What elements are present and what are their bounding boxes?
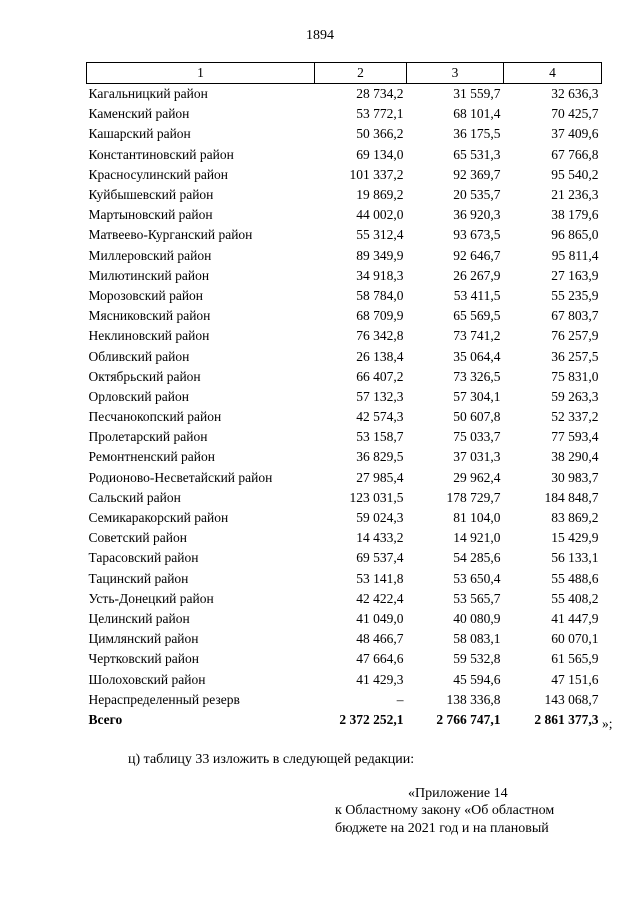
row-value: 57 132,3 bbox=[356, 388, 404, 404]
table-row bbox=[87, 569, 602, 589]
row-value: 2 766 747,1 bbox=[436, 711, 501, 727]
row-value: 14 433,2 bbox=[356, 530, 404, 546]
row-value: 41 429,3 bbox=[356, 671, 404, 687]
row-value: 29 962,4 bbox=[453, 469, 501, 485]
appendix-title: «Приложение 14 bbox=[408, 786, 508, 801]
row-label: Константиновский район bbox=[88, 146, 234, 162]
table-row bbox=[87, 468, 602, 488]
row-value: 67 803,7 bbox=[551, 308, 599, 324]
table-body bbox=[87, 84, 602, 731]
row-value: 60 070,1 bbox=[551, 631, 599, 647]
row-label: Советский район bbox=[88, 530, 187, 546]
row-value: 83 869,2 bbox=[551, 510, 599, 526]
table-row bbox=[87, 306, 602, 326]
table-row bbox=[87, 104, 602, 124]
row-value: 53 772,1 bbox=[356, 106, 404, 122]
row-value: 69 134,0 bbox=[356, 146, 404, 162]
row-value: 92 369,7 bbox=[453, 166, 501, 182]
row-value: 55 488,6 bbox=[551, 570, 599, 586]
row-value: 36 257,5 bbox=[551, 348, 599, 364]
row-value: 28 734,2 bbox=[356, 86, 404, 102]
row-value: 123 031,5 bbox=[349, 489, 404, 505]
row-label: Пролетарский район bbox=[88, 429, 208, 445]
row-value: 41 447,9 bbox=[551, 610, 599, 626]
row-label: Усть-Донецкий район bbox=[88, 590, 214, 606]
table-row bbox=[87, 286, 602, 306]
row-label: Обливский район bbox=[88, 348, 190, 364]
table-row bbox=[87, 185, 602, 205]
row-value: 27 985,4 bbox=[356, 469, 404, 485]
row-label: Октябрьский район bbox=[88, 368, 201, 384]
row-value: 48 466,7 bbox=[356, 631, 404, 647]
table-row bbox=[87, 528, 602, 548]
row-value: 89 349,9 bbox=[356, 247, 404, 263]
row-value: 34 918,3 bbox=[356, 267, 404, 283]
row-value: 50 366,2 bbox=[356, 126, 404, 142]
row-value: 70 425,7 bbox=[551, 106, 599, 122]
instruction-text: ц) таблицу 33 изложить в следующей редакции: bbox=[128, 752, 415, 767]
row-value: 55 408,2 bbox=[551, 590, 599, 606]
row-value: 19 869,2 bbox=[356, 187, 404, 203]
row-value: 138 336,8 bbox=[446, 691, 501, 707]
row-value: 92 646,7 bbox=[453, 247, 501, 263]
row-label: Песчанокопский район bbox=[88, 409, 222, 425]
row-value: 35 064,4 bbox=[453, 348, 501, 364]
table-row bbox=[87, 145, 602, 165]
row-value: 57 304,1 bbox=[453, 388, 501, 404]
row-value: 143 068,7 bbox=[544, 691, 599, 707]
table-row bbox=[87, 508, 602, 528]
row-label: Кагальницкий район bbox=[88, 86, 208, 102]
row-value: 77 593,4 bbox=[551, 429, 599, 445]
row-value: – bbox=[396, 691, 404, 707]
row-value: 178 729,7 bbox=[446, 489, 501, 505]
row-label: Чертковский район bbox=[88, 651, 199, 667]
row-value: 21 236,3 bbox=[551, 187, 599, 203]
row-value: 27 163,9 bbox=[551, 267, 599, 283]
row-label: Нераспределенный резерв bbox=[88, 691, 240, 707]
table-row bbox=[87, 205, 602, 225]
row-label: Семикаракорский район bbox=[88, 510, 229, 526]
row-value: 47 151,6 bbox=[551, 671, 599, 687]
row-value: 37 409,6 bbox=[551, 126, 599, 142]
table-row bbox=[87, 669, 602, 689]
row-value: 59 024,3 bbox=[356, 510, 404, 526]
row-value: 65 531,3 bbox=[453, 146, 501, 162]
row-value: 44 002,0 bbox=[356, 207, 404, 223]
row-value: 69 537,4 bbox=[356, 550, 404, 566]
row-value: 53 158,7 bbox=[356, 429, 404, 445]
row-value: 31 559,7 bbox=[453, 86, 501, 102]
table-row bbox=[87, 225, 602, 245]
row-label: Матвеево-Курганский район bbox=[88, 227, 253, 243]
row-value: 30 983,7 bbox=[551, 469, 599, 485]
table-total-row bbox=[87, 710, 602, 730]
table-row bbox=[87, 447, 602, 467]
row-value: 15 429,9 bbox=[551, 530, 599, 546]
row-label: Целинский район bbox=[88, 610, 190, 626]
row-value: 53 411,5 bbox=[453, 287, 501, 303]
row-value: 184 848,7 bbox=[544, 489, 599, 505]
table-row bbox=[87, 407, 602, 427]
table-row bbox=[87, 84, 602, 105]
table-row bbox=[87, 548, 602, 568]
row-value: 65 569,5 bbox=[453, 308, 501, 324]
row-label: Ремонтненский район bbox=[88, 449, 215, 465]
column-header: 3 bbox=[407, 63, 504, 84]
page-number: 1894 bbox=[306, 28, 334, 43]
row-label: Мясниковский район bbox=[88, 308, 211, 324]
row-value: 96 865,0 bbox=[551, 227, 599, 243]
row-value: 101 337,2 bbox=[349, 166, 404, 182]
row-value: 81 104,0 bbox=[453, 510, 501, 526]
column-header: 4 bbox=[504, 63, 602, 84]
row-value: 95 811,4 bbox=[551, 247, 599, 263]
row-value: 26 138,4 bbox=[356, 348, 404, 364]
row-value: 53 650,4 bbox=[453, 570, 501, 586]
table-row bbox=[87, 367, 602, 387]
row-label: Орловский район bbox=[88, 388, 189, 404]
row-value: 68 101,4 bbox=[453, 106, 501, 122]
row-value: 53 141,8 bbox=[356, 570, 404, 586]
table-row bbox=[87, 488, 602, 508]
row-value: 75 033,7 bbox=[453, 429, 501, 445]
row-label: Каменский район bbox=[88, 106, 190, 122]
row-value: 55 312,4 bbox=[356, 227, 404, 243]
row-value: 56 133,1 bbox=[551, 550, 599, 566]
row-value: 2 861 377,3 bbox=[534, 711, 599, 727]
row-value: 50 607,8 bbox=[453, 409, 501, 425]
row-value: 59 263,3 bbox=[551, 388, 599, 404]
row-label: Тарасовский район bbox=[88, 550, 199, 566]
row-value: 36 829,5 bbox=[356, 449, 404, 465]
column-header: 1 bbox=[87, 63, 315, 84]
table-row bbox=[87, 609, 602, 629]
row-value: 67 766,8 bbox=[551, 146, 599, 162]
row-value: 54 285,6 bbox=[453, 550, 501, 566]
appendix-text: к Областному закону «Об областном бюджете на 2021 год и на плановый bbox=[335, 803, 555, 836]
table-row bbox=[87, 165, 602, 185]
row-label: Куйбышевский район bbox=[88, 187, 214, 203]
table-row bbox=[87, 387, 602, 407]
row-value: 76 257,9 bbox=[551, 328, 599, 344]
row-label: Родионово-Несветайский район bbox=[88, 469, 273, 485]
row-value: 53 565,7 bbox=[453, 590, 501, 606]
row-value: 42 422,4 bbox=[356, 590, 404, 606]
row-value: 75 831,0 bbox=[551, 368, 599, 384]
row-label: Кашарский район bbox=[88, 126, 191, 142]
row-value: 52 337,2 bbox=[551, 409, 599, 425]
row-value: 36 175,5 bbox=[453, 126, 501, 142]
row-value: 38 290,4 bbox=[551, 449, 599, 465]
row-value: 41 049,0 bbox=[356, 610, 404, 626]
table-row bbox=[87, 589, 602, 609]
row-value: 32 636,3 bbox=[551, 86, 599, 102]
row-value: 37 031,3 bbox=[453, 449, 501, 465]
row-value: 38 179,6 bbox=[551, 207, 599, 223]
row-value: 58 784,0 bbox=[356, 287, 404, 303]
row-label: Тацинский район bbox=[88, 570, 189, 586]
row-value: 14 921,0 bbox=[453, 530, 501, 546]
table-row bbox=[87, 246, 602, 266]
table-row bbox=[87, 266, 602, 286]
row-label: Миллеровский район bbox=[88, 247, 212, 263]
row-value: 76 342,8 bbox=[356, 328, 404, 344]
table-row bbox=[87, 690, 602, 710]
row-value: 61 565,9 bbox=[551, 651, 599, 667]
table-row bbox=[87, 649, 602, 669]
row-value: 58 083,1 bbox=[453, 631, 501, 647]
row-label: Милютинский район bbox=[88, 267, 210, 283]
row-label: Красносулинский район bbox=[88, 166, 229, 182]
column-header: 2 bbox=[315, 63, 407, 84]
row-value: 55 235,9 bbox=[551, 287, 599, 303]
row-value: 42 574,3 bbox=[356, 409, 404, 425]
row-label: Морозовский район bbox=[88, 287, 204, 303]
row-value: 20 535,7 bbox=[453, 187, 501, 203]
table-row bbox=[87, 629, 602, 649]
row-label: Шолоховский район bbox=[88, 671, 206, 687]
row-value: 93 673,5 bbox=[453, 227, 501, 243]
table-row bbox=[87, 427, 602, 447]
row-value: 40 080,9 bbox=[453, 610, 501, 626]
row-value: 47 664,6 bbox=[356, 651, 404, 667]
table-row bbox=[87, 124, 602, 144]
budget-table bbox=[86, 62, 602, 730]
row-value: 59 532,8 bbox=[453, 651, 501, 667]
row-value: 95 540,2 bbox=[551, 166, 599, 182]
row-label: Неклиновский район bbox=[88, 328, 210, 344]
row-value: 36 920,3 bbox=[453, 207, 501, 223]
row-value: 45 594,6 bbox=[453, 671, 501, 687]
row-value: 73 741,2 bbox=[453, 328, 501, 344]
row-label: Всего bbox=[88, 711, 123, 727]
row-value: 2 372 252,1 bbox=[339, 711, 404, 727]
table-row bbox=[87, 346, 602, 366]
table-closing-mark: »; bbox=[602, 716, 613, 731]
table-header-row bbox=[87, 63, 602, 84]
table-row bbox=[87, 326, 602, 346]
row-value: 26 267,9 bbox=[453, 267, 501, 283]
row-value: 73 326,5 bbox=[453, 368, 501, 384]
row-value: 68 709,9 bbox=[356, 308, 404, 324]
row-label: Мартыновский район bbox=[88, 207, 213, 223]
row-label: Цимлянский район bbox=[88, 631, 199, 647]
row-label: Сальский район bbox=[88, 489, 181, 505]
row-value: 66 407,2 bbox=[356, 368, 404, 384]
